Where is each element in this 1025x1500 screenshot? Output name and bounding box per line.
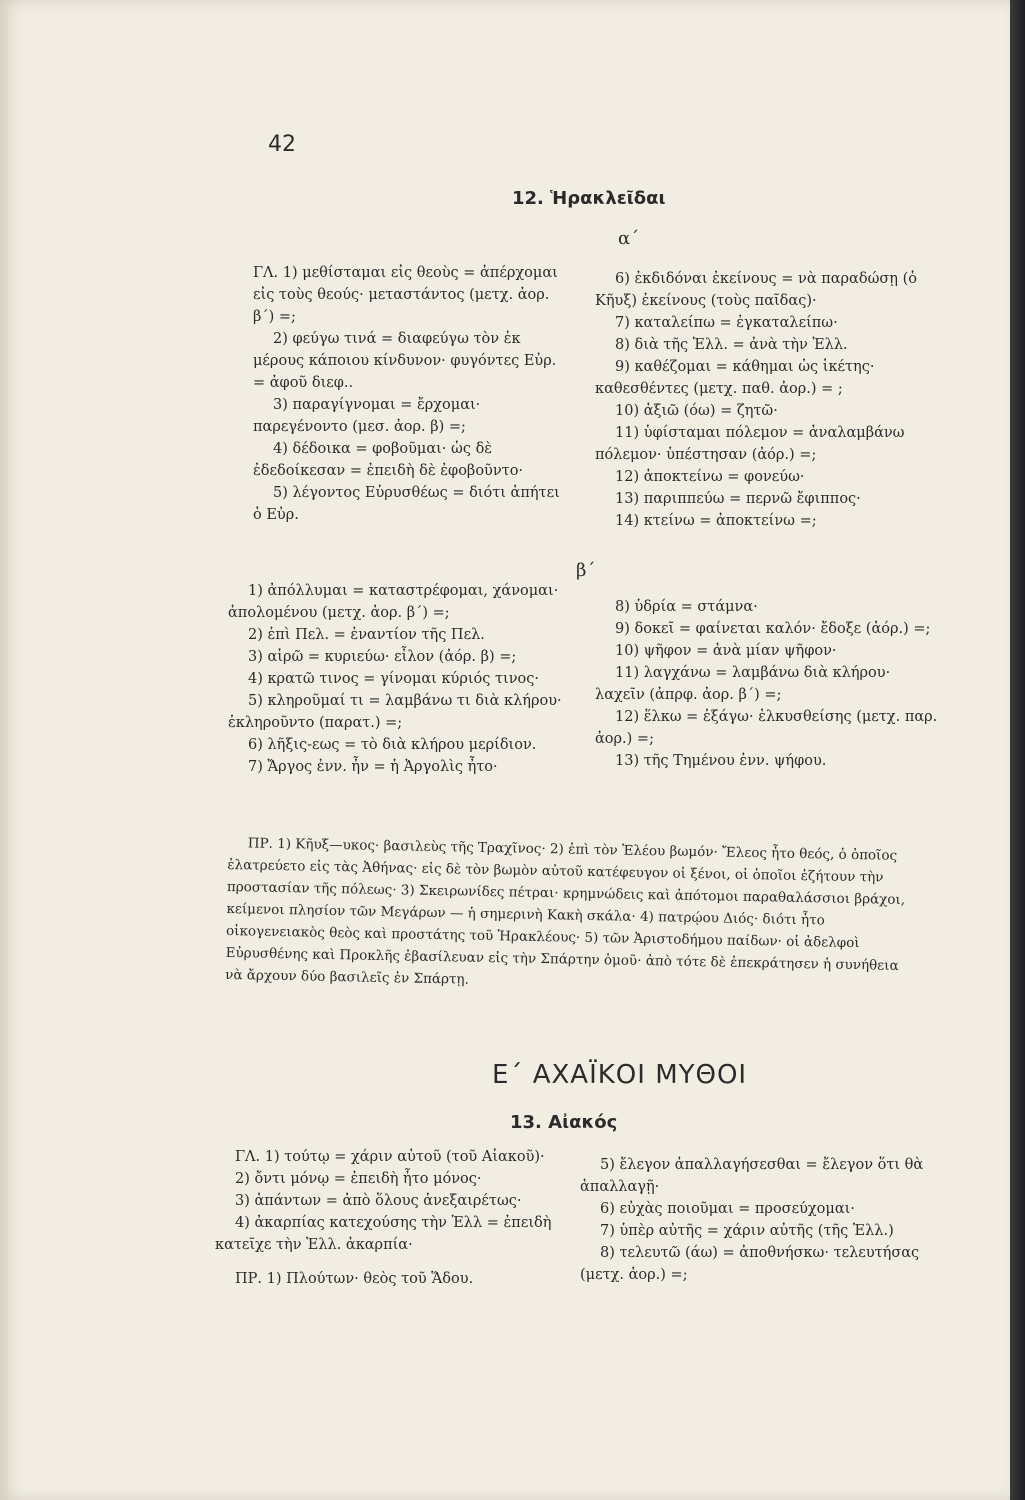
section-13-title: 13. Αἰακός <box>510 1112 618 1133</box>
gloss-item: 2) ὄντι μόνῳ = ἐπειδὴ ἦτο μόνος· <box>235 1171 482 1187</box>
gloss-item: 11) λαγχάνω = λαμβάνω διὰ κλήρου· λαχεῖν (ἀπρφ. ἀορ. β΄) =; <box>595 665 891 703</box>
notes-paragraph: ΠΡ. 1) Πλούτων· θεὸς τοῦ Ἅδου. <box>235 1271 474 1287</box>
gloss-item: 13) τῆς Τημένου ἐνν. ψήφου. <box>615 753 827 769</box>
gloss-item: 10) ψῆφον = ἀνὰ μίαν ψῆφον· <box>615 643 837 659</box>
gloss-item: 12) ἕλκω = ἐξάγω· ἑλκυσθείσης (μετχ. παρ. ἀορ.) =; <box>595 709 938 747</box>
gloss-item: 9) δοκεῖ = φαίνεται καλόν· ἔδοξε (ἀόρ.) =; <box>615 621 931 637</box>
gloss-item: 5) ἔλεγον ἀπαλλαγήσεσθαι = ἔλεγον ὅτι θὰ ἀπαλλαγῇ· <box>580 1157 924 1195</box>
gloss-item: 2) ἐπὶ Πελ. = ἐναντίον τῆς Πελ. <box>248 627 485 643</box>
gloss-item: 14) κτείνω = ἀποκτείνω =; <box>615 513 817 529</box>
gloss-item: 5) κληροῦμαί τι = λαμβάνω τι διὰ κλήρου· ἐκληροῦντο (παρατ.) =; <box>228 693 562 731</box>
page-number: 42 <box>268 132 296 157</box>
gloss-item: 8) ὑδρία = στάμνα· <box>615 599 758 615</box>
part-a-left-column <box>253 262 571 526</box>
gloss-item: 7) Ἄργος ἐνν. ἦν = ἡ Ἀργολὶς ἦτο· <box>248 759 498 775</box>
gloss-item: 4) δέδοικα = φοβοῦμαι· ὡς δὲ ἐδεδοίκεσαν = ἐπειδὴ δὲ ἐφοβοῦντο· <box>253 441 524 479</box>
gloss-item: ΓΛ. 1) τούτῳ = χάριν αὐτοῦ (τοῦ Αἰακοῦ)· <box>235 1149 545 1165</box>
gloss-item: 1) ἀπόλλυμαι = καταστρέφομαι, χάνομαι· ἀπολομένου (μετχ. ἀορ. β΄) =; <box>228 583 559 621</box>
gloss-item: 6) εὐχὰς ποιοῦμαι = προσεύχομαι· <box>600 1201 855 1217</box>
gloss-item: 6) ἐκδιδόναι ἐκείνους = νὰ παραδώσῃ (ὁ Κῆυξ) ἐκείνους (τοὺς παῖδας)· <box>595 271 917 309</box>
part-b-right-column <box>595 596 940 772</box>
part-b-left-column <box>228 580 573 778</box>
gloss-item: 3) αἱρῶ = κυριεύω· εἷλον (ἀόρ. β) =; <box>248 649 517 665</box>
gloss-item: 10) ἀξιῶ (όω) = ζητῶ· <box>615 403 778 419</box>
gloss-item: 8) διὰ τῆς Ἑλλ. = ἀνὰ τὴν Ἑλλ. <box>615 337 848 353</box>
gloss-item: 6) λῆξις-εως = τὸ διὰ κλήρου μερίδιον. <box>248 737 537 753</box>
part-a-label: α΄ <box>618 228 640 249</box>
gloss-item: 9) καθέζομαι = κάθημαι ὡς ἱκέτης· καθεσθέντες (μετχ. παθ. ἀορ.) = ; <box>595 359 875 397</box>
notes-paragraph: ΠΡ. 1) Κῆυξ—υκος· βασιλεὺς τῆς Τραχῖνος· 2) ἐπὶ τὸν Ἐλέου βωμόν· Ἔλεος ἦτο θεός, ὁ ὁποῖος ἐλατρεύετο εἰς τὰς Ἀθήνας· εἰς δὲ τὸν βωμὸν αὐτοῦ κατέφευγον οἱ ξένοι, οἱ ὁποῖοι ἐζήτουν τὴν προστασίαν τῆς πόλεως· 3) Σκειρωνίδες πέτραι· κρημνώδεις καὶ ἀπότομοι παραθαλάσσιοι βράχοι, κείμενοι πλησίον τῶν Μεγάρων — ἡ σημερινὴ Κακὴ σκάλα· 4) πατρῴου Διός· διότι ἦτο οἰκογενειακὸς θεὸς καὶ προστάτης τοῦ Ἡρακλέους· 5) τῶν Ἀριστοδήμου παίδων· οἱ ἀδελφοὶ Εὐρυσθένης καὶ Προκλῆς ἐβασίλευαν εἰς τὴν Σπάρτην ὁμοῦ· ἀπὸ τότε δὲ ἐπεκράτησεν ἡ συνήθεια νὰ ἄρχουν δύο βασιλεῖς ἐν Σπάρτῃ. <box>225 835 906 988</box>
section-12-title: 12. Ἡρακλεῖδαι <box>512 188 666 209</box>
gloss-item: 3) ἁπάντων = ἀπὸ ὅλους ἀνεξαιρέτως· <box>235 1193 522 1209</box>
gloss-item: 4) ἀκαρπίας κατεχούσης τὴν Ἑλλ = ἐπειδὴ κατεῖχε τὴν Ἑλλ. ἀκαρπία· <box>215 1215 552 1253</box>
gloss-item: 11) ὑφίσταμαι πόλεμον = ἀναλαμβάνω πόλεμον· ὑπέστησαν (ἀόρ.) =; <box>595 425 905 463</box>
section-13-left-column <box>215 1146 565 1290</box>
gloss-item: 13) παριππεύω = περνῶ ἔφιππος· <box>615 491 861 507</box>
part-a-right-column <box>595 268 960 532</box>
part-b-label: β΄ <box>576 560 596 581</box>
part-e-title: Ε΄ ΑΧΑΪΚΟΙ ΜΥΘΟΙ <box>492 1060 748 1090</box>
gloss-item: 4) κρατῶ τινος = γίνομαι κύριός τινος· <box>248 671 539 687</box>
gloss-item: 7) καταλείπω = ἐγκαταλείπω· <box>615 315 838 331</box>
section-12-notes <box>225 832 920 999</box>
gloss-item: 2) φεύγω τινά = διαφεύγω τὸν ἐκ μέρους κάποιου κίνδυνον· φυγόντες Εὐρ. = ἀφοῦ διεφ.. <box>253 331 557 391</box>
page-edge <box>1010 0 1025 1500</box>
gloss-item: 12) ἀποκτείνω = φονεύω· <box>615 469 805 485</box>
gloss-item: ΓΛ. 1) μεθίσταμαι εἰς θεοὺς = ἀπέρχομαι εἰς τοὺς θεούς· μεταστάντος (μετχ. ἀορ. β΄) =; <box>253 265 558 325</box>
gloss-item: 7) ὑπὲρ αὐτῆς = χάριν αὐτῆς (τῆς Ἑλλ.) <box>600 1223 894 1239</box>
gloss-item: 8) τελευτῶ (άω) = ἀποθνήσκω· τελευτήσας (μετχ. ἀορ.) =; <box>580 1245 920 1283</box>
gloss-item: 3) παραγίγνομαι = ἔρχομαι· παρεγένοντο (μεσ. ἀορ. β) =; <box>253 397 481 435</box>
gloss-item: 5) λέγοντος Εὐρυσθέως = διότι ἀπήτει ὁ Εὐρ. <box>253 485 560 523</box>
section-13-right-column <box>580 1154 925 1286</box>
